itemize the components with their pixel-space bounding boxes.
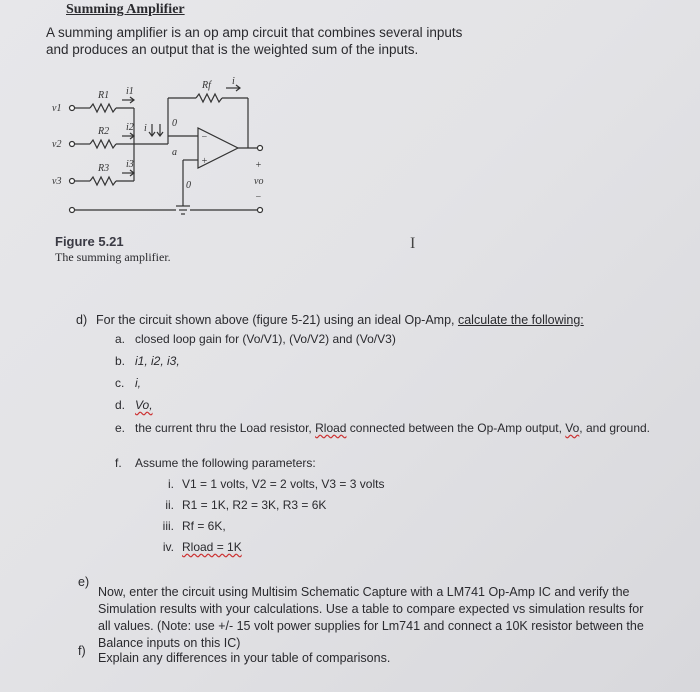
item-e-mid: connected between the Op-Amp output, — [346, 421, 566, 435]
v3-label: v3 — [52, 176, 62, 187]
v2-label: v2 — [52, 139, 62, 150]
question-f-text: Explain any differences in your table of comparisons. — [98, 651, 391, 665]
param-i-text: V1 = 1 volts, V2 = 2 volts, V3 = 3 volts — [182, 477, 385, 491]
vo-label: vo — [254, 176, 264, 187]
rf-label: Rf — [202, 80, 211, 91]
r3-label: R3 — [98, 163, 110, 174]
item-e-post: , and ground. — [579, 421, 651, 435]
summing-amplifier-figure — [48, 76, 298, 226]
question-d-text-underlined: calculate the following: — [457, 313, 584, 327]
text-cursor-icon: I — [410, 235, 416, 252]
item-a-text: closed loop gain for (Vo/V1), (Vo/V2) and (Vo/V3) — [135, 332, 396, 346]
zero-bottom-label: 0 — [186, 180, 191, 191]
question-e-text: Now, enter the circuit using Multisim Schematic Capture with a LM741 Op-Amp IC and verify the Simulation results with your calculations. Use a table to compare expected vs simulation results for all values. (Note: use +/- 15 volt power supplies for Lm741 and connect a 10K resistor between the Balance inputs on this IC) — [98, 585, 644, 650]
item-b-marker: b. — [115, 354, 126, 368]
param-iii-marker: iii. — [162, 519, 174, 533]
i1-label: i1 — [126, 86, 134, 97]
item-c-marker: c. — [115, 376, 125, 390]
item-d-marker: d. — [115, 398, 126, 412]
figure-subtitle: The summing amplifier. — [55, 250, 171, 264]
i-main-label: i — [144, 123, 147, 134]
param-ii-marker: ii. — [165, 498, 174, 512]
param-iii-text: Rf = 6K, — [182, 519, 226, 533]
zero-top-label: 0 — [172, 118, 177, 129]
output-minus: − — [255, 192, 262, 203]
figure-caption: Figure 5.21 — [55, 234, 124, 249]
param-iv-marker: iv. — [162, 540, 174, 554]
param-ii-text: R1 = 1K, R2 = 3K, R3 = 6K — [182, 498, 327, 512]
node-a-label: a — [172, 147, 177, 158]
i-f-label: i — [232, 76, 235, 87]
item-e-rload: Rload — [315, 421, 347, 435]
v1-label: v1 — [52, 103, 62, 114]
plus-sign: + — [201, 156, 208, 167]
item-a-marker: a. — [115, 332, 126, 346]
item-e-text — [135, 420, 660, 436]
question-e-marker: e) — [78, 575, 90, 589]
item-f-text: Assume the following parameters: — [135, 456, 316, 470]
param-i-marker: i. — [168, 477, 174, 491]
intro-paragraph: A summing amplifier is an op amp circuit that combines several inputs and produces an output that is the weighted sum of the inputs. — [46, 25, 463, 57]
item-f-marker: f. — [115, 456, 122, 470]
item-e-vo: Vo — [565, 421, 580, 435]
item-c-text: i, — [135, 376, 141, 390]
r2-label: R2 — [98, 126, 110, 137]
question-d-text-pre: For the circuit shown above (figure 5-21) using an ideal Op-Amp, — [96, 313, 458, 327]
page-title: Summing Amplifier — [66, 2, 185, 17]
question-d-text — [96, 312, 656, 328]
item-e-marker: e. — [115, 421, 126, 435]
item-b-text: i1, i2, i3, — [135, 354, 180, 368]
param-iv-text: Rload = 1K — [182, 540, 242, 554]
i2-label: i2 — [126, 122, 134, 133]
i3-label: i3 — [126, 159, 134, 170]
output-plus: + — [255, 160, 262, 171]
item-e-pre: the current thru the Load resistor, — [135, 421, 316, 435]
question-f-marker: f) — [78, 644, 86, 658]
question-d-marker: d) — [76, 313, 88, 327]
minus-sign: − — [201, 132, 208, 143]
item-d-text: Vo, — [135, 398, 153, 412]
r1-label: R1 — [98, 90, 110, 101]
